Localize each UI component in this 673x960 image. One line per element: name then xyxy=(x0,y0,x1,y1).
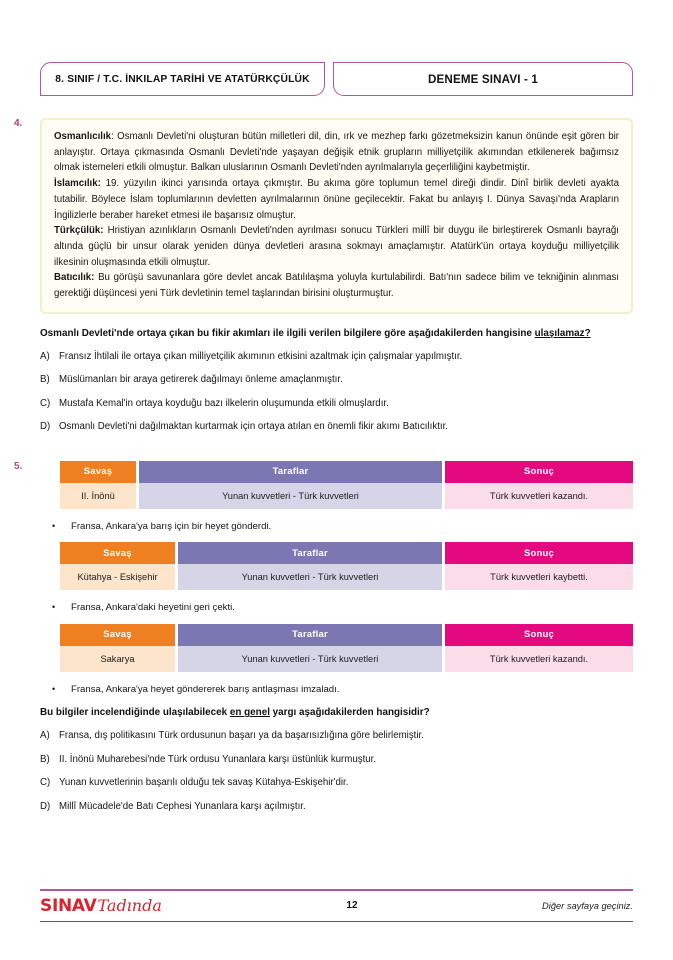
page-footer xyxy=(40,889,633,922)
war-table-3-header-result: Sonuç xyxy=(445,624,633,646)
bullet-item-1-text: Fransa, Ankara'ya barış için bir heyet gönderdi. xyxy=(71,520,272,532)
war-table-2-wrap xyxy=(60,542,633,590)
war-table-2-header-war: Savaş xyxy=(60,542,175,564)
war-table-1-header-result: Sonuç xyxy=(445,461,633,483)
brand-logo-primary: SINAV xyxy=(40,895,97,916)
question-4-options xyxy=(40,350,633,435)
war-table-1-column-sides xyxy=(139,461,442,509)
war-table-3-column-sides xyxy=(178,624,442,672)
option-b[interactable] xyxy=(40,373,633,388)
option-d-label: D) xyxy=(40,421,51,433)
war-table-1 xyxy=(60,461,633,509)
brand-logo xyxy=(40,896,162,916)
option-c-label: C) xyxy=(40,777,51,789)
war-table-3-cell-result: Türk kuvvetleri kazandı. xyxy=(445,646,633,672)
page-header xyxy=(40,0,633,96)
brand-logo-secondary: Tadında xyxy=(97,895,162,915)
bullet-item-2-text: Fransa, Ankara'daki heyetini geri çekti. xyxy=(71,602,235,614)
war-table-1-wrap xyxy=(60,461,633,509)
war-table-2-header-sides: Taraflar xyxy=(178,542,442,564)
option-c-label: C) xyxy=(40,397,51,409)
war-table-2-column-result xyxy=(445,542,633,590)
option-b-label: B) xyxy=(40,374,50,386)
war-table-2-column-sides xyxy=(178,542,442,590)
war-table-2-cell-result: Türk kuvvetleri kaybetti. xyxy=(445,564,633,590)
question-4 xyxy=(14,118,633,435)
war-table-2-cell-sides: Yunan kuvvetleri - Türk kuvvetleri xyxy=(178,564,442,590)
bullet-item-2 xyxy=(52,601,633,614)
question-4-passage-box xyxy=(40,118,633,314)
war-table-3 xyxy=(60,624,633,672)
war-table-3-column-result xyxy=(445,624,633,672)
option-a-label: A) xyxy=(40,350,50,362)
bullet-dot-icon: • xyxy=(52,520,56,531)
bullet-item-1 xyxy=(52,520,633,533)
passage-paragraph-osmanlicilik: Osmanlıcılık: Osmanlı Devleti'ni oluşturan bütün milletleri dil, din, ırk ve mezhep farkı gözetmeksizin kanun önünde eşit gören bir anlayıştır. Ortaya çıkmasında Osmanlı Devleti'nde yaşayan değişik etnik grupların milliyetçilik akımından etkilenerek bağımsız olmak istemeleri etkili olmuştur. Balkan uluslarının Osmanlı Devleti'nden ayrılmalarıyla geçerliliğini kaybetmiştir. xyxy=(54,131,619,174)
option-b-label: B) xyxy=(40,753,50,765)
header-subject-box xyxy=(40,62,325,96)
war-table-2-column-war xyxy=(60,542,175,590)
question-5-number: 5. xyxy=(14,460,23,472)
option-a-text: Fransa, dış politikasını Türk ordusunun başarı ya da başarısızlığına göre belirlemiştir. xyxy=(59,730,424,742)
war-table-1-header-war: Savaş xyxy=(60,461,136,483)
war-table-3-header-sides: Taraflar xyxy=(178,624,442,646)
war-table-1-cell-sides: Yunan kuvvetleri - Türk kuvvetleri xyxy=(139,483,442,509)
war-table-1-column-war xyxy=(60,461,136,509)
option-c[interactable] xyxy=(40,776,633,791)
war-table-2 xyxy=(60,542,633,590)
war-table-3-column-war xyxy=(60,624,175,672)
bullet-dot-icon: • xyxy=(52,602,56,613)
header-exam-box xyxy=(333,62,633,96)
page-number: 12 xyxy=(346,900,358,912)
option-a[interactable] xyxy=(40,350,633,365)
bullet-item-3-text: Fransa, Ankara'ya heyet göndererek barış antlaşması imzaladı. xyxy=(71,683,340,695)
option-b-text: Müslümanları bir araya getirerek dağılmayı önleme amaçlanmıştır. xyxy=(59,374,343,386)
war-table-3-cell-war: Sakarya xyxy=(60,646,175,672)
war-table-3-header-war: Savaş xyxy=(60,624,175,646)
option-a-label: A) xyxy=(40,730,50,742)
option-d-text: Millî Mücadele'de Batı Cephesi Yunanlara karşı açılmıştır. xyxy=(59,800,306,812)
war-table-1-cell-result: Türk kuvvetleri kazandı. xyxy=(445,483,633,509)
option-b[interactable] xyxy=(40,753,633,768)
option-d-text: Osmanlı Devleti'ni dağılmaktan kurtarmak için ortaya atılan en önemli fikir akımı Batıcılıktır. xyxy=(59,421,448,433)
war-table-2-cell-war: Kütahya - Eskişehir xyxy=(60,564,175,590)
option-a[interactable] xyxy=(40,729,633,744)
passage-paragraph-baticilik: Batıcılık: Bu görüşü savunanlara göre devlet ancak Batılılaşma yoluyla kurtulabilirdi. Batı'nın sadece bilim ve tekniğinin alınması gerektiği düşüncesi yeni Türk devletinin temel taşlarından birisini oluşturmuştur. xyxy=(54,272,619,300)
question-5-body xyxy=(40,461,633,814)
next-page-note: Diğer sayfaya geçiniz. xyxy=(542,900,633,911)
header-subject-label: 8. SINIF / T.C. İNKILAP TARİHİ VE ATATÜRKÇÜLÜK xyxy=(55,73,310,85)
war-table-3-wrap xyxy=(60,624,633,672)
war-table-3-cell-sides: Yunan kuvvetleri - Türk kuvvetleri xyxy=(178,646,442,672)
option-c-text: Yunan kuvvetlerinin başarılı olduğu tek savaş Kütahya-Eskişehir'dir. xyxy=(59,777,349,789)
footer-bottom-rule xyxy=(40,921,633,922)
passage-paragraph-islamcilik: İslamcılık: 19. yüzyılın ikinci yarısında ortaya çıkmıştır. Bu akıma göre toplumun temel direği dindir. Dinî birlik devleti ayakta tutabilir. Böylece İslam toplumlarının devletten ayrılmalarının önüne geçilecektir. Fakat bu anlayış I. Dünya Savaşı'nda Arapların İngilizlerle beraber hareket etmesi ile başarısız olmuştur. xyxy=(54,178,619,221)
header-exam-label: DENEME SINAVI - 1 xyxy=(428,72,538,86)
bullet-dot-icon: • xyxy=(52,683,56,694)
option-d-label: D) xyxy=(40,800,51,812)
option-d[interactable] xyxy=(40,800,633,815)
bullet-item-3 xyxy=(52,683,633,696)
war-table-2-header-result: Sonuç xyxy=(445,542,633,564)
footer-row xyxy=(40,891,633,921)
option-a-text: Fransız İhtilali ile ortaya çıkan milliyetçilik akımının etkisini azaltmak için çalışmalar yapılmıştır. xyxy=(59,350,463,362)
question-5-prompt: Bu bilgiler incelendiğinde ulaşılabilecek en genel yargı aşağıdakilerden hangisidir? xyxy=(40,707,430,719)
question-4-number: 4. xyxy=(14,118,23,129)
option-b-text: II. İnönü Muharebesi'nde Türk ordusu Yunanlara karşı üstünlük kurmuştur. xyxy=(59,753,377,765)
war-table-1-cell-war: II. İnönü xyxy=(60,483,136,509)
option-d[interactable] xyxy=(40,420,633,435)
option-c-text: Mustafa Kemal'in ortaya koyduğu bazı ilkelerin oluşumunda etkili olmuşlardır. xyxy=(59,397,389,409)
question-5-options xyxy=(40,729,633,814)
war-table-1-header-sides: Taraflar xyxy=(139,461,442,483)
passage-paragraph-turkculuk: Türkçülük: Hristiyan azınlıkların Osmanlı Devleti'nden ayrılması sonucu Türkleri millî bir duygu ile birleştirerek Osmanlı bayrağı altında güçlü bir unsur olarak yeniden dünya devletleri arasına sokmayı amaçlamıştır. Atatürk'ün ortaya koyduğu milliyetçilik ilkesinin oluşmasında etkili olmuştur. xyxy=(54,225,619,268)
war-table-1-column-result xyxy=(445,461,633,509)
question-5 xyxy=(14,460,633,814)
question-4-prompt: Osmanlı Devleti'nde ortaya çıkan bu fikir akımları ile ilgili verilen bilgilere göre aşağıdakilerden hangisine ulaşılamaz? xyxy=(40,327,591,339)
option-c[interactable] xyxy=(40,397,633,412)
